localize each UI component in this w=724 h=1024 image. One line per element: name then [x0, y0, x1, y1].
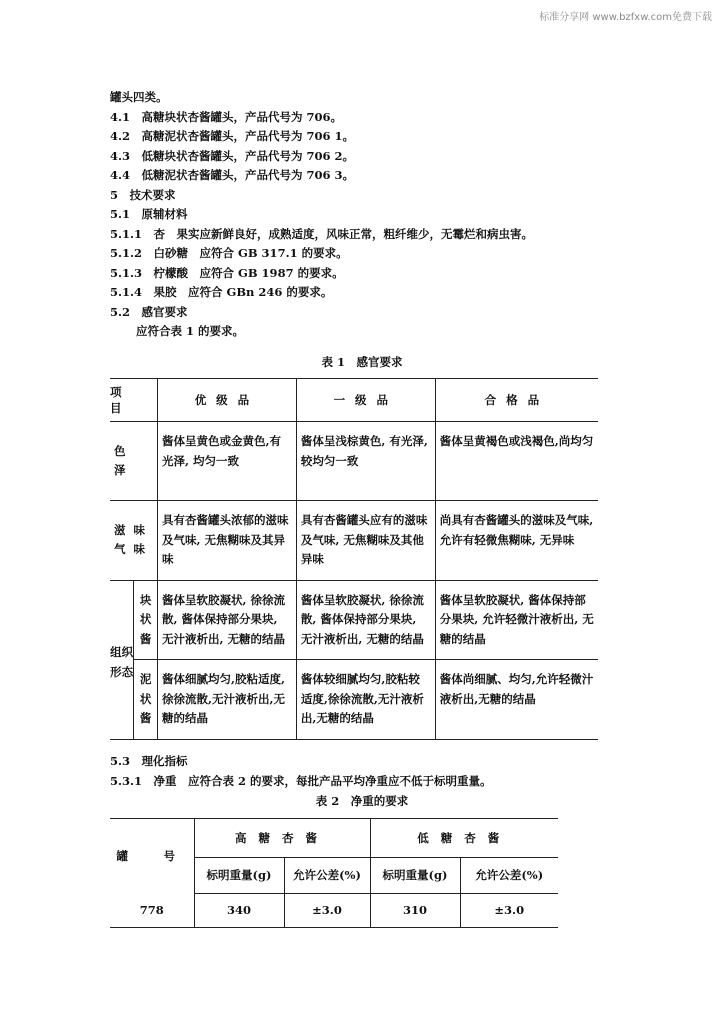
text-line: 4.3 低糖块状杏酱罐头，产品代号为 706 2。 [110, 148, 355, 163]
subrow-label-chunk: 块状酱 [134, 580, 158, 660]
table-row [110, 422, 598, 501]
table-cell: ±3.0 [284, 893, 370, 928]
table-header-row [110, 379, 598, 422]
watermark: 标准分享网 www.bzfxw.com免费下载 [539, 12, 712, 23]
row-item-color: 色泽 [114, 443, 140, 477]
table-cell: 酱体呈软胶凝状, 徐徐流散, 酱体保持部分果块, 无汁液析出, 无糖的结晶 [296, 580, 435, 660]
table-cell: 778 [139, 903, 164, 917]
table-header-row [110, 819, 558, 858]
text-line: 4.2 高糖泥状杏酱罐头，产品代号为 706 1。 [110, 129, 355, 143]
text-line: 5.1.2 白砂糖 应符合 GB 317.1 的要求。 [110, 246, 348, 260]
section-physicochemical [110, 752, 650, 791]
header-grade-first: 一级品 [296, 379, 435, 422]
text-line: 4.1 高糖块状杏酱罐头，产品代号为 706。 [110, 109, 343, 124]
table-row [110, 660, 598, 740]
table-cell: 酱体呈软胶凝状, 酱体保持部分果块, 允许轻微汁液析出, 无糖的结晶 [435, 580, 598, 660]
header-grade-qualified: 合格品 [435, 379, 598, 422]
table-cell: 酱体呈软胶凝状, 徐徐流散, 酱体保持部分果块, 无汁液析出, 无糖的结晶 [158, 580, 297, 660]
table-row [110, 893, 558, 928]
table1-caption: 表 1 感官要求 [321, 355, 403, 369]
header-high-sugar: 高糖杏酱 [194, 819, 370, 858]
sensory-requirements-table [110, 378, 598, 740]
text-line: 5.3.1 净重 应符合表 2 的要求，每批产品平均净重应不低于标明重量。 [110, 773, 492, 788]
subheader-tolerance: 允许公差(%) [284, 858, 370, 893]
table-cell: 尚具有杏酱罐头的滋味及气味, 允许有轻微焦糊味, 无异味 [435, 501, 598, 581]
table-row [110, 580, 598, 660]
text-line: 5.3 理化指标 [110, 754, 188, 768]
table-cell: 具有杏酱罐头浓郁的滋味及气味, 无焦糊味及其异味 [158, 501, 297, 581]
header-grade-superior: 优级品 [158, 379, 297, 422]
table-cell: 酱体尚细腻、均匀,允许轻微汁液析出,无糖的结晶 [435, 660, 598, 740]
text-line: 5.1.1 杏 果实应新鲜良好，成熟适度，风味正常，粗纤维少，无霉烂和病虫害。 [110, 226, 534, 241]
table-cell: 酱体较细腻均匀,胶粘较适度,徐徐流散,无汁液析出,无糖的结晶 [296, 660, 435, 740]
text-line: 5.1.3 柠檬酸 应符合 GB 1987 的要求。 [110, 265, 344, 280]
subrow-label-puree: 泥状酱 [134, 660, 158, 740]
row-item-taste: 滋味气味 [114, 522, 153, 557]
text-line: 5.2 感官要求 [110, 304, 188, 319]
text-line: 5.1.4 果胶 应符合 GBn 246 的要求。 [110, 285, 333, 299]
table2-caption: 表 2 净重的要求 [315, 794, 409, 808]
net-weight-table [110, 818, 558, 928]
text-line: 罐头四类。 [110, 90, 168, 104]
text-line: 4.4 低糖泥状杏酱罐头，产品代号为 706 3。 [110, 168, 355, 182]
table-cell: 310 [370, 893, 460, 928]
text-line: 5 技术要求 [110, 187, 176, 202]
table-cell: ±3.0 [460, 893, 558, 928]
table-cell: 酱体呈浅棕黄色, 有光泽, 较均匀一致 [296, 422, 435, 501]
body-text [110, 88, 650, 342]
table-cell: 340 [194, 893, 284, 928]
header-can-number: 罐 号 [116, 849, 187, 863]
text-line: 5.1 原辅材料 [110, 207, 188, 221]
table-cell: 酱体呈黄褐色或浅褐色,尚均匀 [435, 422, 598, 501]
subheader-labeled-weight: 标明重量(g) [370, 858, 460, 893]
header-item: 项 目 [110, 379, 158, 422]
table-cell: 具有杏酱罐头应有的滋味及气味, 无焦糊味及其他异味 [296, 501, 435, 581]
table-row [110, 501, 598, 581]
group-label-texture: 组织形态 [110, 645, 134, 679]
subheader-labeled-weight: 标明重量(g) [194, 858, 284, 893]
header-low-sugar: 低糖杏酱 [370, 819, 558, 858]
subheader-tolerance: 允许公差(%) [460, 858, 558, 893]
table-cell: 酱体呈黄色或金黄色,有光泽, 均匀一致 [158, 422, 297, 501]
text-line: 应符合表 1 的要求。 [136, 324, 245, 338]
table-cell: 酱体细腻均匀,胶粘适度,徐徐流散,无汁液析出,无糖的结晶 [158, 660, 297, 740]
